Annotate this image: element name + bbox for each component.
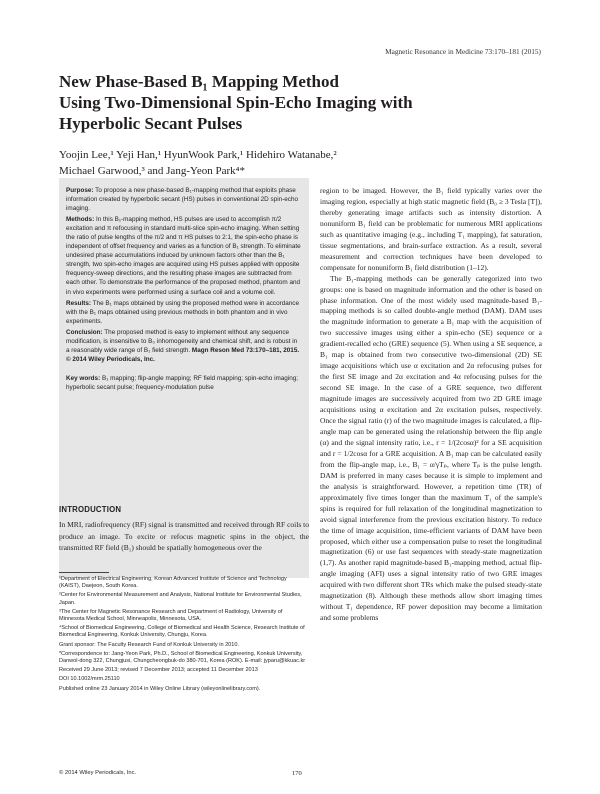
abstract-methods-text: In this B₁-mapping method, HS pulses are used to accomplish π/2 excitation and π refocusing in standard multi-slice spin-echo imaging. When setting the ratio of pulse lengths of the π/2 and π HS pulses to 2:1, the spin-echo phase is independent of offset frequency and varies as a function of B₁ strength. To eliminate undesired phase accumulations induced by unknown factors other than the B₁ strength, two spin-echo images are acquired using HS pulses applied with opposite frequency-sweep directions, and the resulting phase images are subtracted from each other. To demonstrate the performance of the proposed method, phantom and in vivo experiments were performed using a surface coil and a volume coil. bbox=[66, 216, 301, 296]
author-line: Michael Garwood,³ and Jang-Yeon Park⁴* bbox=[59, 165, 245, 177]
article-title-line: Hyperbolic Secant Pulses bbox=[59, 114, 243, 133]
keywords-text: B₁ mapping; flip-angle mapping; RF field mapping; spin-echo imaging; hyperbolic secant pulse; frequency-modulation pulse bbox=[66, 374, 299, 391]
abstract-methods-label: Methods: bbox=[66, 216, 95, 224]
right-column bbox=[320, 186, 542, 624]
body-paragraph: The B₁-mapping methods can be generally categorized into two groups: one is based on magnitude information and the other is based on phase information. One of the most widely used magnitude-based B₁-mapping methods is so called double-angle method (DAM). DAM uses the magnitude information to generate a B₁ map with the acquisition of two successive images using either a spin-echo (SE) sequence or a gradient-recalled echo (GRE) sequence (5). When using a SE sequence, a B₁ map is obtained from two consecutive two-dimensional (2D) SE image acquisitions which use α excitation and 2α refocusing pulses for the first SE image and 2α excitation and 4α refocusing pulses for the second SE image. In the case of a GRE sequence, two different magnitude images are successively acquired from two 2D GRE image acquisitions using α excitation and 2α excitation pulses, respectively. Once the signal ratio (r) of the two magnitude images is calculated, a flip-angle map can be generated using the relationship between the flip angle (α) and the signal intensity ratio, i.e., r = 1/(2cosα)² for a SE acquisition and r = 1/2cosα for a GRE acquisition. A B₁ map can be calculated easily from the flip-angle map, i.e., B₁ = α/γTₚ, where Tₚ is the pulse length. DAM is preferred in many cases because it is simple to implement and the analysis is straightforward. However, a repetition time (TR) of approximately five times longer than the maximum T₁ of the sample's spins is required for full relaxation of the longitudinal magnetization to avoid signal interference from the previous excitation history. To reduce the time of image acquisition, time-efficient variants of DAM have been proposed, which either use a compensation pulse to reset the longitudinal magnetization (6) or use fast sequences with steady-state magnetization (1,7). As another rapid magnitude-based B₁-mapping method, actual flip-angle imaging (AFI) uses a signal intensity ratio of two GRE images acquired with two different short TRs which make the pulsed steady-state magnetization (8). Although these methods allow short imaging times without T₁ dependence, RF power deposition may become a limitation and some problems bbox=[320, 273, 542, 623]
abstract-conclusion-label: Conclusion: bbox=[66, 328, 103, 336]
footnote: ²Center for Environmental Measurement and Analysis, National Institute for Environmental Studies, Japan. bbox=[59, 592, 302, 606]
footnote: ³The Center for Magnetic Resonance Research and Department of Radiology, University of Minnesota Medical School, Minneapolis, Minnesota, USA. bbox=[59, 608, 283, 623]
keywords-label: Key words: bbox=[66, 374, 101, 382]
introduction-paragraph: In MRI, radiofrequency (RF) signal is transmitted and received through RF coils to produce an image. To excite or refocus magnetic spins in the object, the transmitted RF field (B₁) should be spatially homogeneous over the bbox=[59, 520, 309, 553]
footnote: DOI 10.1002/mrm.25110 bbox=[59, 676, 120, 683]
abstract-purpose-text: To propose a new phase-based B₁-mapping method that exploits phase information created by hyperbolic secant (HS) pulses in conventional 2D spin-echo imaging. bbox=[66, 187, 299, 213]
author-line: Yoojin Lee,¹ Yeji Han,¹ HyunWook Park,¹ Hidehiro Watanabe,² bbox=[59, 149, 337, 161]
footnotes bbox=[59, 576, 309, 695]
abstract-conclusion-text: The proposed method is easy to implement without any sequence modification, is insensitive to B₀ inhomogeneity and chemical shift, and is robust in a reasonably wide range of B₁ field strength. bbox=[66, 328, 298, 354]
abstract-results-text: The B₁ maps obtained by using the proposed method were in accordance with the B₁ maps obtained using previous methods in both phantom and in vivo experiments. bbox=[66, 299, 300, 325]
article-title bbox=[59, 71, 539, 134]
footnote: *Correspondence to: Jang-Yeon Park, Ph.D., School of Biomedical Engineering, Konkuk University, Danwol-dong 322, Chungjusi, Chungcheongbuk-do 380-701, Korea (ROK). E-mail: jyparu@kkuac.kr bbox=[59, 650, 306, 665]
footnote: ⁴School of Biomedical Engineering, College of Biomedical and Health Science, Research Institute of Biomedical Engineering, Konkuk University, Chungju, Korea. bbox=[59, 625, 305, 639]
abstract bbox=[66, 186, 302, 394]
footnote: Published online 23 January 2014 in Wiley Online Library (wileyonlinelibrary.com). bbox=[59, 685, 261, 692]
copyright-notice: © 2014 Wiley Periodicals, Inc. bbox=[59, 770, 137, 776]
article-title-line: New Phase-Based B₁ Mapping Method bbox=[59, 72, 339, 91]
abstract-methods bbox=[66, 215, 302, 296]
footnote: ¹Department of Electrical Engineering, Korean Advanced Institute of Science and Technology (KAIST), Daejeon, South Korea. bbox=[59, 576, 287, 590]
abstract-results-label: Results: bbox=[66, 299, 92, 307]
footnote: Received 29 June 2013; revised 7 December 2013; accepted 11 December 2013 bbox=[59, 667, 258, 674]
abstract-keywords bbox=[66, 374, 302, 392]
author-list bbox=[59, 147, 539, 179]
body-paragraph: region to be imaged. However, the B₁ field typically varies over the imaging region, especially at high static magnetic field (B₀ ≥ 3 Tesla [T]), thereby generating image artifacts such as intensity distortion. A nonuniform B₁ field can be problematic for numerous MRI applications such as quantitative imaging (e.g., including T₁ mapping), fat saturation, tissue segmentations, and brain-surface extraction. As a result, several measurement and correction techniques have been developed to compensate for nonuniform B₁ field distribution (1–12). bbox=[320, 186, 542, 272]
journal-citation-header: Magnetic Resonance in Medicine 73:170–181 (2015) bbox=[385, 47, 541, 56]
page-number: 170 bbox=[292, 770, 302, 777]
abstract-purpose-label: Purpose: bbox=[66, 187, 94, 194]
abstract-results bbox=[66, 299, 302, 326]
abstract-purpose bbox=[66, 186, 302, 213]
introduction-heading: INTRODUCTION bbox=[59, 505, 122, 514]
footnote: Grant sponsor: The Faculty Research Fund of Konkuk University in 2010. bbox=[59, 641, 239, 648]
abstract-citation: Magn Reson Med 73:170–181, 2015. © 2014 Wiley Periodicals, Inc. bbox=[66, 346, 300, 363]
abstract-conclusion bbox=[66, 328, 302, 364]
article-title-line: Using Two-Dimensional Spin-Echo Imaging with bbox=[59, 93, 413, 112]
footnote-divider bbox=[59, 572, 109, 573]
